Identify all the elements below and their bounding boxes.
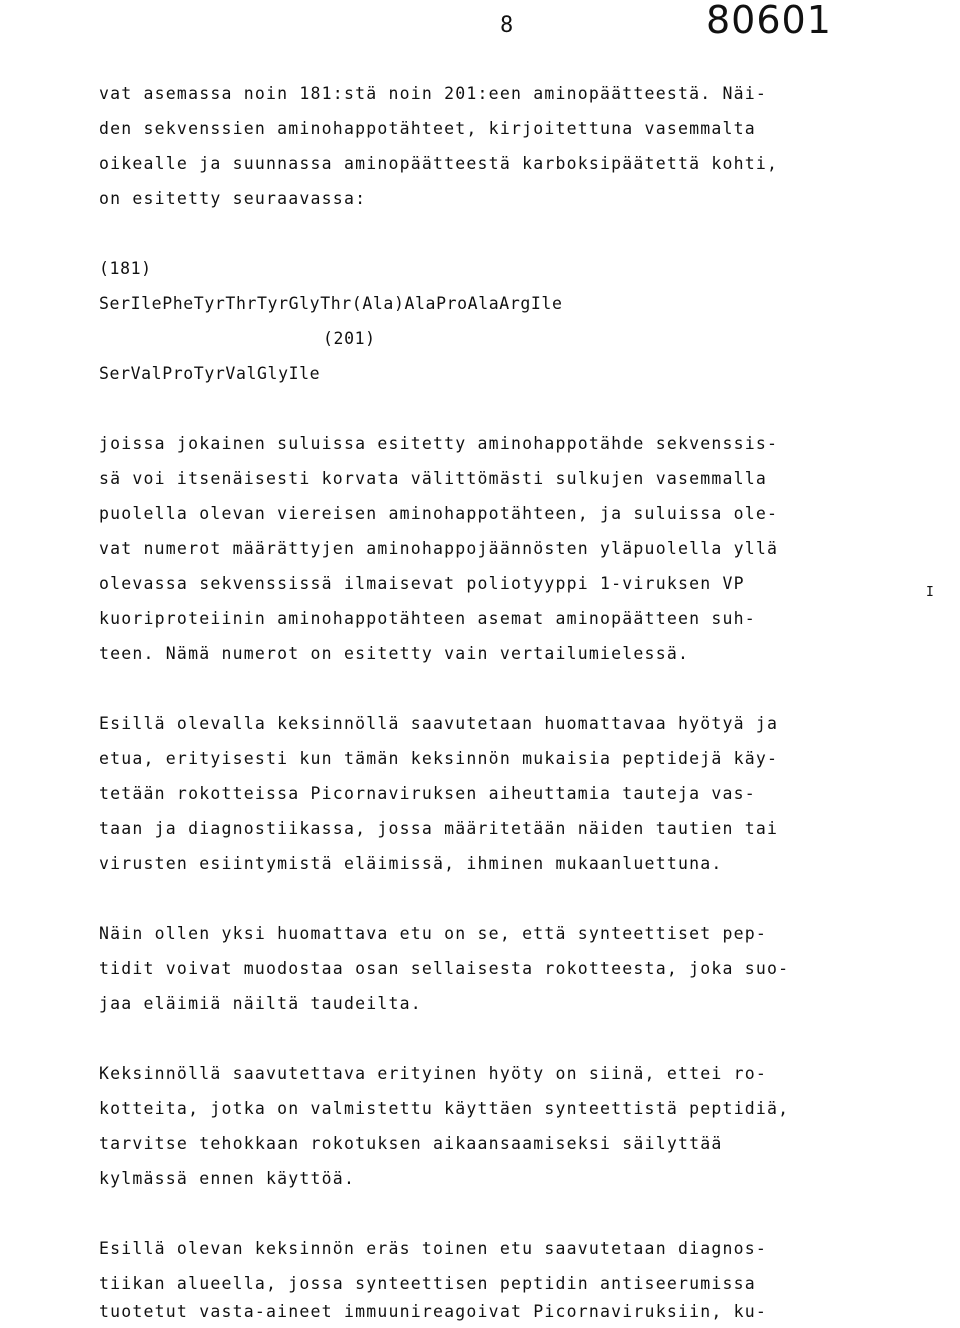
text-line: kotteita, jotka on valmistettu käyttäen synteettistä peptidiä,: [99, 1099, 790, 1118]
sequence-line-2: SerValProTyrValGlyIle: [99, 364, 321, 383]
text-line: Näin ollen yksi huomattava etu on se, että synteettiset pep-: [99, 924, 768, 943]
text-line: Keksinnöllä saavutettava erityinen hyöty on siinä, ettei ro-: [99, 1064, 768, 1083]
text-line: jaa eläimiä näiltä taudeilta.: [99, 994, 422, 1013]
text-line: den sekvenssien aminohappotähteet, kirjoitettuna vasemmalta: [99, 119, 756, 138]
text-line: tarvitse tehokkaan rokotuksen aikaansaamiseksi säilyttää: [99, 1134, 723, 1153]
text-line: teen. Nämä numerot on esitetty vain vertailumielessä.: [99, 644, 690, 663]
sequence-mid-marker: (201): [323, 329, 376, 348]
sequence-line-1: SerIlePheTyrThrTyrGlyThr(Ala)AlaProAlaArgIle: [99, 294, 563, 313]
text-line: kuoriproteiinin aminohappotähteen asemat aminopäätteen suh-: [99, 609, 756, 628]
text-line: Esillä olevan keksinnön eräs toinen etu saavutetaan diagnos-: [99, 1239, 768, 1258]
text-line: tuotetut vasta-aineet immuunireagoivat Picornaviruksiin, ku-: [99, 1302, 768, 1321]
text-line: etua, erityisesti kun tämän keksinnön mukaisia peptidejä käy-: [99, 749, 779, 768]
sequence-start-marker: (181): [99, 259, 152, 278]
text-line: vat asemassa noin 181:stä noin 201:een aminopäätteestä. Näi-: [99, 84, 768, 103]
text-line: Esillä olevalla keksinnöllä saavutetaan huomattavaa hyötyä ja: [99, 714, 779, 733]
page-number: 8: [500, 13, 514, 38]
text-line: tidit voivat muodostaa osan sellaisesta rokotteesta, joka suo-: [99, 959, 790, 978]
text-line: tiikan alueella, jossa synteettisen peptidin antiseerumissa: [99, 1274, 756, 1293]
text-line: oikealle ja suunnassa aminopäätteestä karboksipäätettä kohti,: [99, 154, 779, 173]
text-line: on esitetty seuraavassa:: [99, 189, 367, 208]
text-line: taan ja diagnostiikassa, jossa määritetään näiden tautien tai: [99, 819, 779, 838]
text-line: puolella olevan viereisen aminohappotähteen, ja suluissa ole-: [99, 504, 779, 523]
text-line: olevassa sekvenssissä ilmaisevat poliotyyppi 1-viruksen VP: [99, 574, 745, 593]
vp-subscript: I: [926, 585, 934, 600]
text-line: kylmässä ennen käyttöä.: [99, 1169, 356, 1188]
document-number: 80601: [706, 0, 832, 42]
text-line: virusten esiintymistä eläimissä, ihminen mukaanluettuna.: [99, 854, 723, 873]
text-line: joissa jokainen suluissa esitetty aminohappotähde sekvenssis-: [99, 434, 779, 453]
text-line: sä voi itsenäisesti korvata välittömästi sulkujen vasemmalla: [99, 469, 768, 488]
text-line: vat numerot määrättyjen aminohappojäännösten yläpuolella yllä: [99, 539, 779, 558]
text-line: tetään rokotteissa Picornaviruksen aiheuttamia tauteja vas-: [99, 784, 756, 803]
